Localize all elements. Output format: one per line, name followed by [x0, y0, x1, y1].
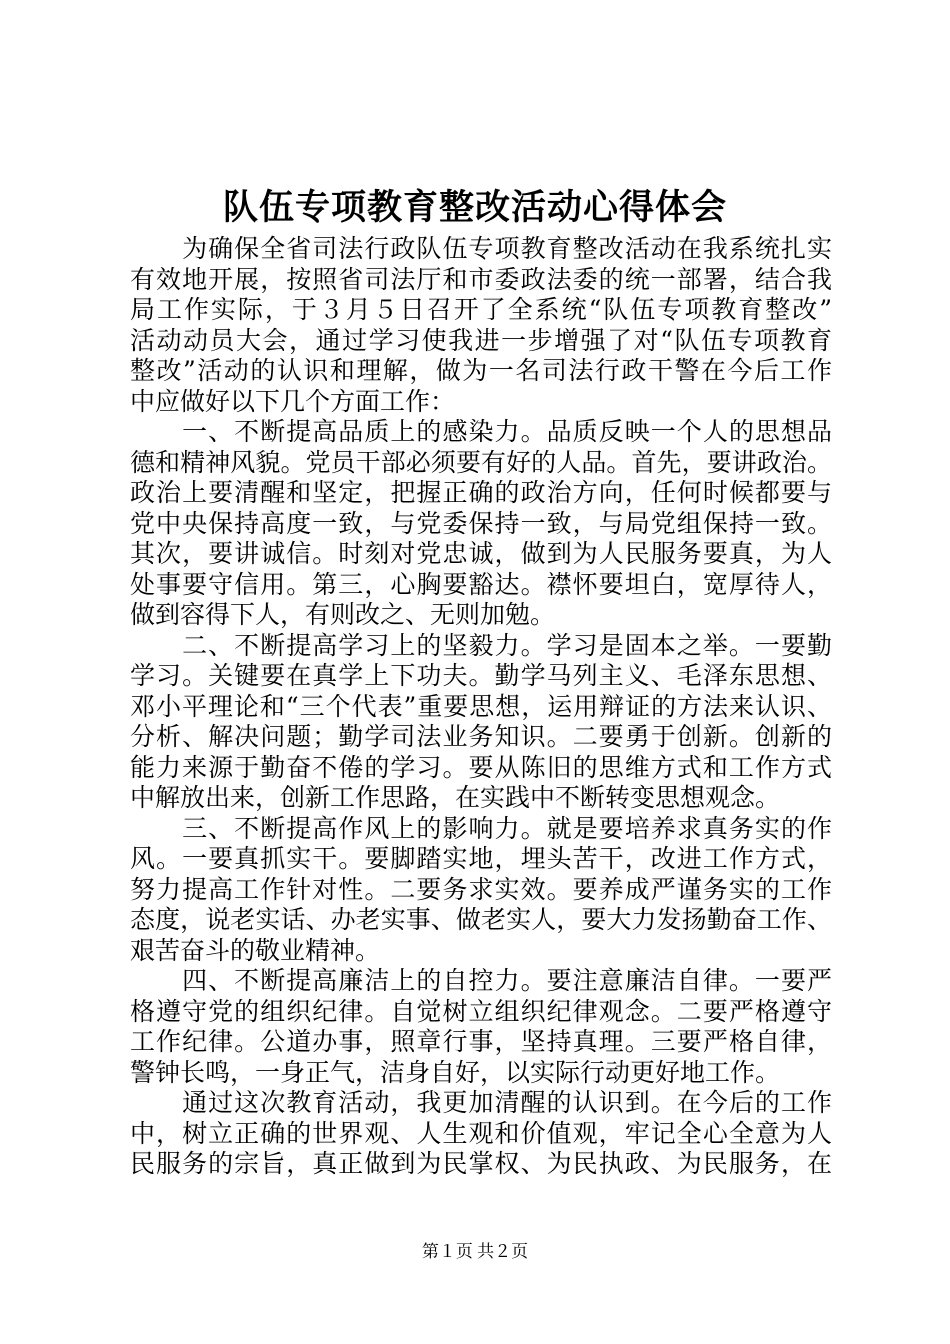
body-line: 能力来源于勤奋不倦的学习。要从陈旧的思维方式和工作方式	[130, 752, 832, 782]
body-line: 民服务的宗旨，真正做到为民掌权、为民执政、为民服务，在	[130, 1149, 832, 1178]
body-line: 四、不断提高廉洁上的自控力。要注意廉洁自律。一要严	[130, 966, 832, 995]
body-line: 风。一要真抓实干。要脚踏实地，埋头苦干，改进工作方式，	[130, 844, 832, 873]
page-footer: 第１页 共２页	[421, 1242, 529, 1261]
body-line: 政治上要清醒和坚定，把握正确的政治方向，任何时候都要与	[130, 478, 832, 507]
body-line: 邓小平理论和“三个代表”重要思想，运用辩证的方法来认识、	[130, 691, 832, 721]
body-line: 艰苦奋斗的敬业精神。	[130, 935, 381, 965]
body-line: 三、不断提高作风上的影响力。就是要培养求真务实的作	[130, 813, 832, 843]
body-line: 通过这次教育活动，我更加清醒的认识到。在今后的工作	[130, 1088, 832, 1117]
body-line: 德和精神风貌。党员干部必须要有好的人品。首先，要讲政治。	[130, 447, 832, 477]
body-line: 态度，说老实话、办老实事、做老实人，要大力发扬勤奋工作、	[130, 905, 832, 934]
body-line: 中应做好以下几个方面工作：	[130, 386, 456, 416]
body-line: 其次，要讲诚信。时刻对党忠诚，做到为人民服务要真，为人	[130, 539, 832, 568]
body-line: 努力提高工作针对性。二要务求实效。要养成严谨务实的工作	[130, 874, 832, 904]
body-line: 活动动员大会，通过学习使我进一步增强了对“队伍专项教育	[130, 325, 832, 355]
body-line: 格遵守党的组织纪律。自觉树立组织纪律观念。二要严格遵守	[130, 996, 832, 1026]
body-line: 警钟长鸣，一身正气，洁身自好，以实际行动更好地工作。	[130, 1057, 781, 1087]
body-line: 中解放出来，创新工作思路，在实践中不断转变思想观念。	[130, 783, 781, 812]
body-line: 一、不断提高品质上的感染力。品质反映一个人的思想品	[130, 417, 832, 446]
body-line: 二、不断提高学习上的坚毅力。学习是固本之举。一要勤	[130, 630, 832, 660]
body-line: 党中央保持高度一致，与党委保持一致，与局党组保持一致。	[130, 508, 832, 538]
document-title: 队伍专项教育整改活动心得体会	[222, 187, 727, 228]
body-line: 中，树立正确的世界观、人生观和价值观，牢记全心全意为人	[130, 1118, 832, 1148]
body-line: 为确保全省司法行政队伍专项教育整改活动在我系统扎实	[130, 234, 832, 263]
body-line: 整改”活动的认识和理解，做为一名司法行政干警在今后工作	[130, 356, 832, 385]
body-line: 工作纪律。公道办事，照章行事，坚持真理。三要严格自律，	[130, 1027, 832, 1056]
document-body	[130, 234, 832, 1180]
body-line: 学习。关键要在真学上下功夫。勤学马列主义、毛泽东思想、	[130, 661, 832, 690]
body-line: 处事要守信用。第三，心胸要豁达。襟怀要坦白，宽厚待人，	[130, 569, 832, 599]
body-line: 局工作实际，于３月５日召开了全系统“队伍专项教育整改”	[130, 295, 832, 324]
body-line: 做到容得下人，有则改之、无则加勉。	[130, 600, 556, 629]
body-line: 分析、解决问题；勤学司法业务知识。二要勇于创新。创新的	[130, 722, 832, 751]
body-line: 有效地开展，按照省司法厅和市委政法委的统一部署，结合我	[130, 264, 832, 294]
